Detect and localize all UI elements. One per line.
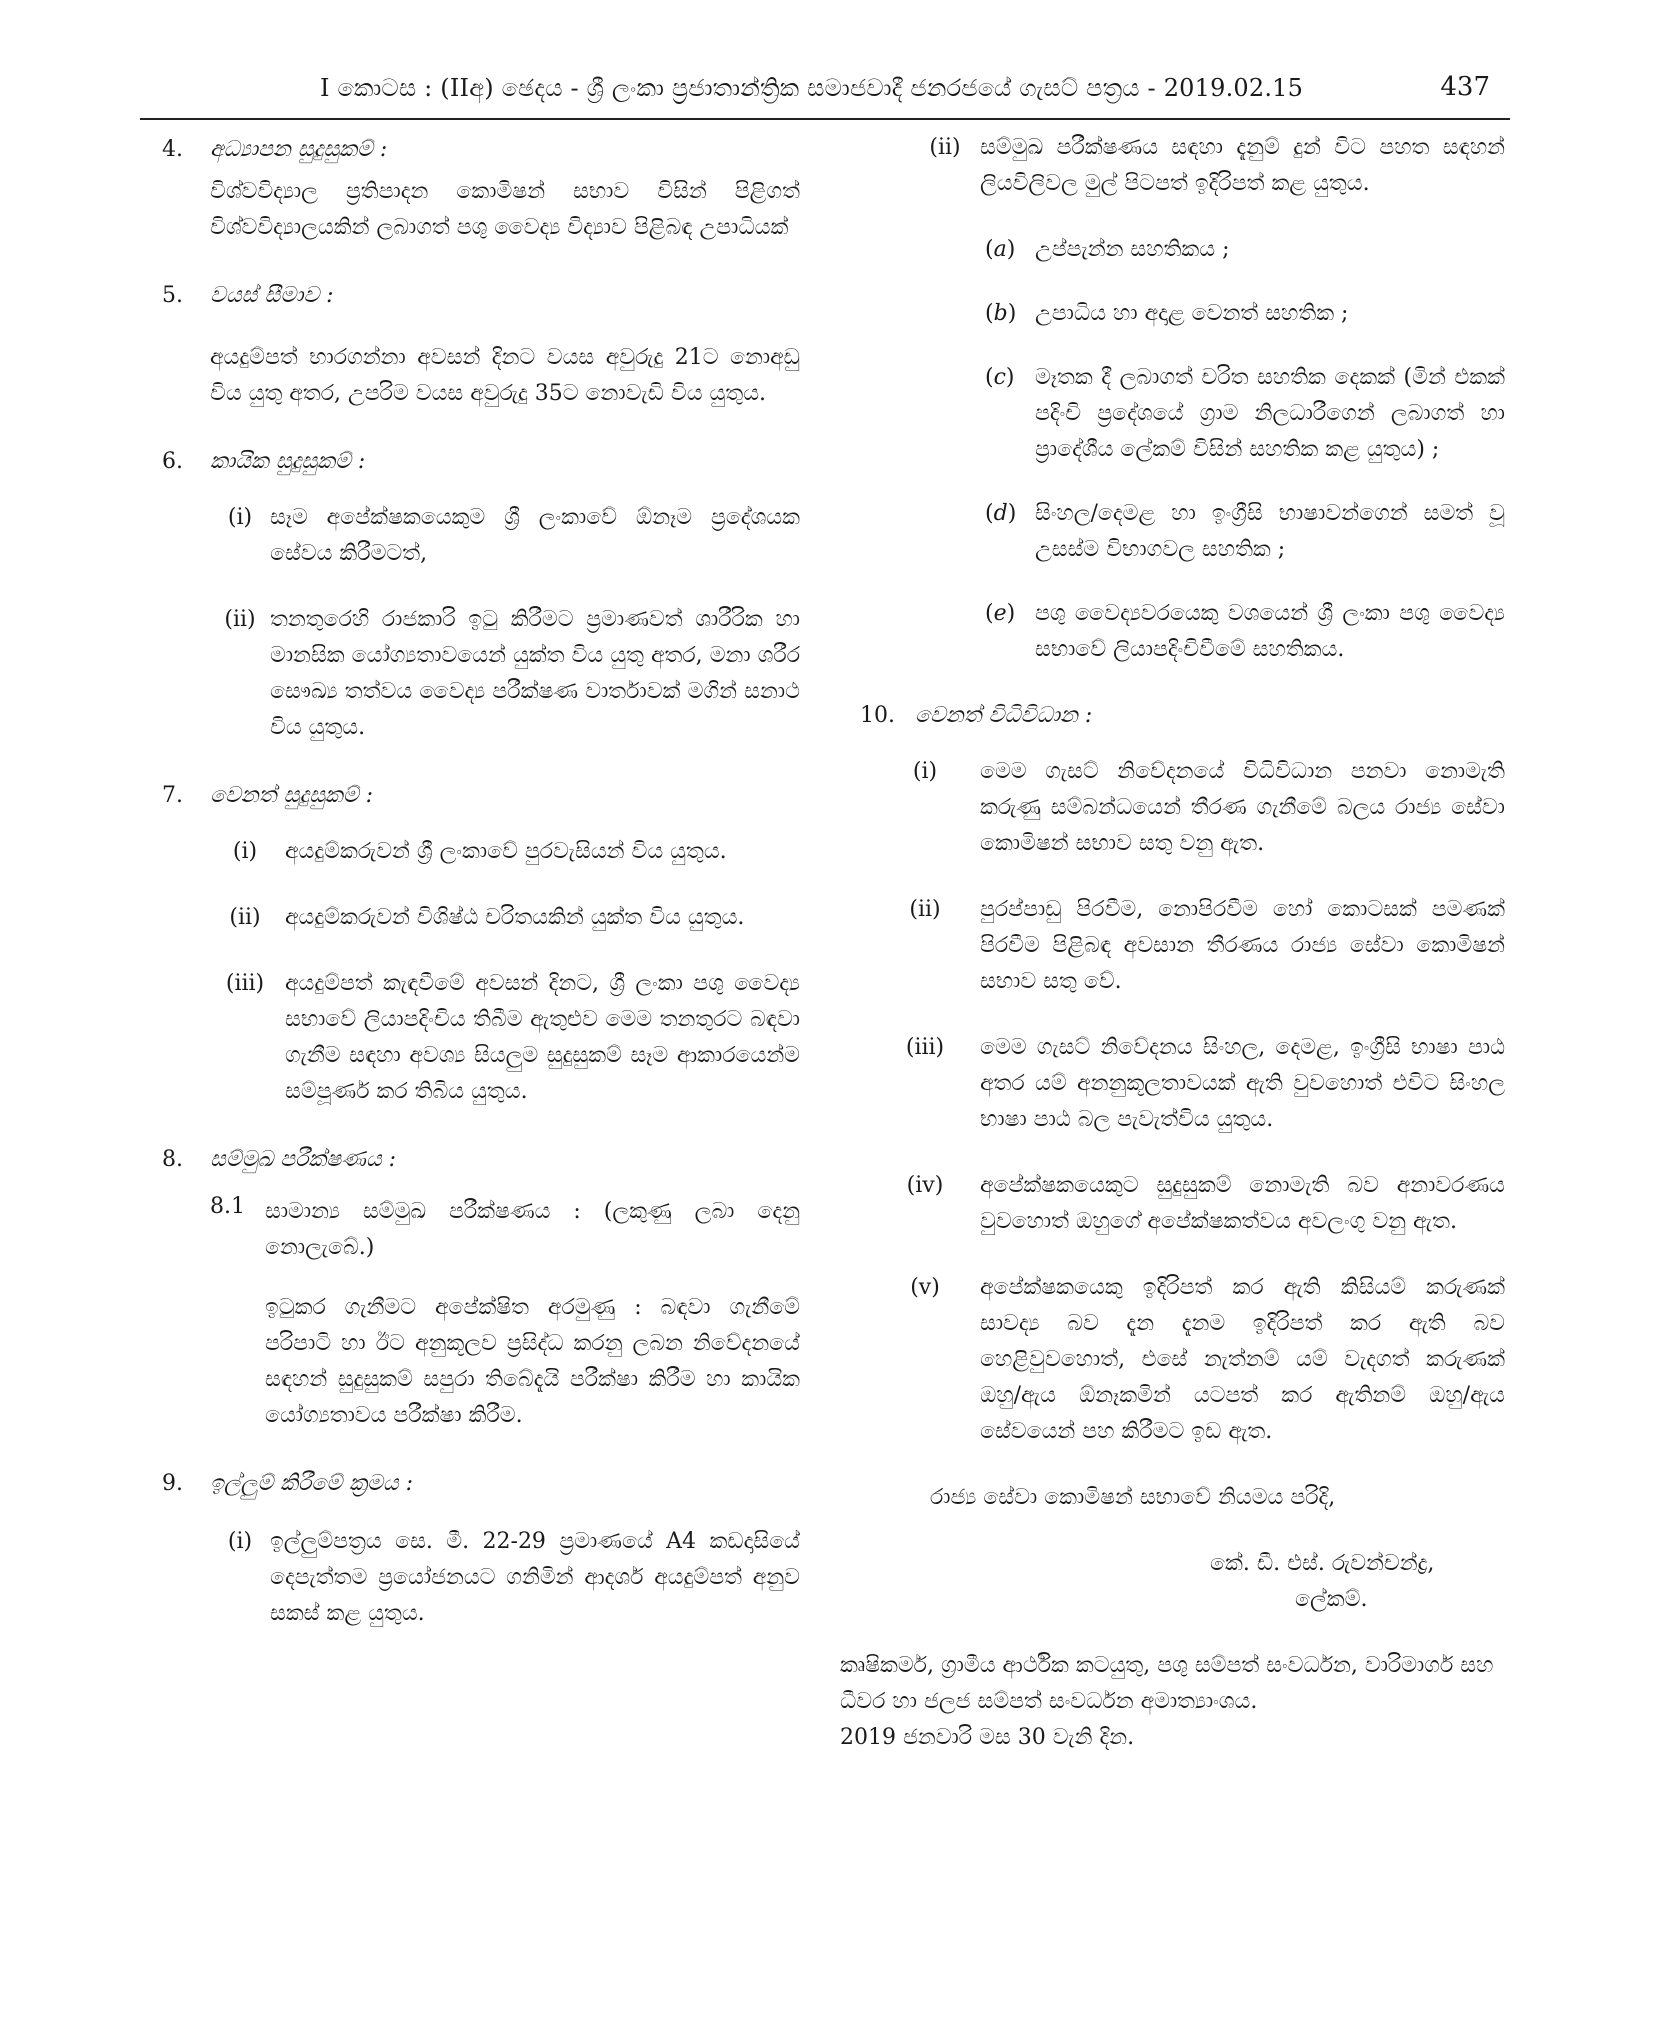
section-number: 5. [162, 283, 183, 308]
section-title: වෙනත් සුදුසුකම් : [210, 783, 374, 808]
section-8 [150, 1140, 800, 1434]
item-number: (iii) [225, 971, 265, 996]
section-number: 9. [162, 1471, 183, 1496]
document-item-a: (a) උප්පැන්න සහතිකය ; [985, 237, 1230, 262]
item-number: (iv) [906, 1173, 944, 1198]
signatory-designation: ලේකම්. [1295, 1587, 1368, 1612]
item-number: (i) [232, 839, 258, 864]
subsection-8-1 [210, 1194, 800, 1434]
item-number: (ii) [929, 135, 961, 160]
closing-line: රාජ්‍ය සේවා කොමිෂන් සභාවේ නියමය පරිදි, [930, 1485, 1336, 1510]
item-number: (ii) [909, 897, 941, 922]
list-item [840, 1168, 1505, 1240]
section-5 [150, 276, 800, 412]
item-text: සිංහල/දෙමළ හා ඉංග්‍රීසි භාෂාවන්ගෙන් සමත් වූ උසස්ම විභාගවල සහතික ; [1035, 501, 1505, 562]
item-text: අයදුම්පත් කැඳවීමේ අවසන් දිනට, ශ්‍රී ලංකා පශු වෛද්‍ය සභාවේ ලියාපදිංචිය තිබීම ඇතුළුව මෙම තනතුරට බඳවා ගැනීම සඳහා අවශ්‍ය සියලුම සුදුසුකම් සෑම ආකාරයෙන්ම සම්පූර්ණ කර තිබිය යුතුය. [285, 971, 800, 1104]
item-number: (ii) [224, 607, 256, 632]
item-text: මෙම ගැසට් නිවේදනයේ විධිවිධාන පනවා නොමැති කරුණු සම්බන්ධයෙන් තීරණ ගැනීමේ බලය රාජ්‍ය සේවා කොමිෂන් සභාව සතු වනු ඇත. [980, 759, 1505, 856]
item-letter: a [993, 237, 1007, 262]
section-title: ඉල්ලුම් කිරීමේ ක්‍රමය : [210, 1471, 414, 1496]
item-text: මෙම ගැසට් නිවේදනය සිංහල, දෙමළ, ඉංග්‍රීසි භාෂා පාඨ අතර යම් අනනුකූලතාවයක් ඇති වුවහොත් එවිට සිංහල භාෂා පාඨ බල පැවැත්විය යුතුය. [980, 1035, 1505, 1132]
right-column [840, 130, 1505, 1756]
subsection-text-2: ඉටුකර ගැනීමට අපේක්ෂිත අරමුණු : බඳවා ගැනීමේ පරිපාටි හා ඊට අනුකූලව ප්‍රසිද්ධ කරනු ලබන නිවේදනයේ සඳහන් සුදුසුකම් සපුරා තිබේදැයි පරීක්ෂා කිරීම හා කායික යෝග්‍යතාවය පරීක්ෂා කිරීම. [265, 1295, 800, 1428]
section-6 [150, 442, 800, 746]
item-number: (i) [227, 1529, 253, 1554]
ministry-name: කෘෂිකර්ම, ග්‍රාමීය ආර්ථික කටයුතු, පශු සම්පත් සංවර්ධන, වාරිමාර්ග සහ ධීවර හා ජලජ සම්පත් සංවර්ධන අමාත්‍යාංශය. [840, 1653, 1494, 1714]
page-header [140, 60, 1510, 120]
list-item [150, 966, 800, 1110]
list-item [840, 1270, 1505, 1450]
section-10 [840, 696, 1505, 1450]
item-text: සම්මුඛ පරීක්ෂණය සඳහා දැනුම් දුන් විට පහත සඳහන් ලියවිලිවල මුල් පිටපත් ඉදිරිපත් කළ යුතුය. [980, 135, 1505, 196]
left-column [150, 130, 800, 1662]
section-7 [150, 776, 800, 1110]
item-number: (i) [912, 759, 938, 784]
section-number: 10. [860, 703, 895, 728]
item-number: (iii) [905, 1035, 945, 1060]
section-4 [150, 130, 800, 246]
section-9 [150, 1464, 800, 1632]
list-item [150, 500, 800, 572]
section-title: අධ්‍යාපන සුදුසුකම් : [210, 137, 388, 162]
list-item [840, 754, 1505, 862]
document-item-c: (c) මෑතක දී ලබාගත් චරිත සහතික දෙකක් (මින් එකක් පදිංචි ප්‍රදේශයේ ග්‍රාම නිලධාරීගෙන් ලබාගත් හා ප්‍රාදේශීය ලේකම් විසින් සහතික කළ යුතුය) ; [985, 365, 1505, 462]
item-text: සෑම අපේක්ෂකයෙකුම ශ්‍රී ලංකාවේ ඕනෑම ප්‍රදේශයක සේවය කිරීමටත්, [270, 505, 800, 566]
item-text: පශු වෛද්‍යවරයෙකු වශයෙන් ශ්‍රී ලංකා පශු වෛද්‍ය සභාවේ ලියාපදිංචිවීමේ සහතිකය. [1035, 601, 1505, 662]
item-letter: b [993, 301, 1008, 326]
section-text: අයදුම්පත් භාරගන්නා අවසන් දිනට වයස අවුරුදු 21ට නොඅඩු විය යුතු අතර, උපරිම වයස අවුරුදු 35ට නොවැඩි විය යුතුය. [210, 345, 800, 406]
section-title: සම්මුඛ පරීක්ෂණය : [210, 1147, 397, 1172]
item-text: තනතුරෙහි රාජකාරි ඉටු කිරීමට ප්‍රමාණවත් ශාරීරික හා මානසික යෝග්‍යතාවයෙන් යුක්ත විය යුතු අතර, මනා ශරීර සෞඛ්‍ය තත්වය වෛද්‍ය පරීක්ෂණ වාර්තාවක් මගින් සනාථ විය යුතුය. [270, 607, 800, 740]
item-letter: e [993, 601, 1007, 626]
document-item-b: (b) උපාධිය හා අදාළ වෙනත් සහතික ; [985, 301, 1349, 326]
item-text: පුරප්පාඩු පිරවීම, නොපිරවීම හෝ කොටසක් පමණක් පිරවීම පිළිබඳ අවසාන තීරණය රාජ්‍ය සේවා කොමිෂන් සභාව සතු වේ. [980, 897, 1505, 994]
list-item [840, 1030, 1505, 1138]
section-number: 4. [162, 137, 183, 162]
item-text: ඉල්ලුම්පත්‍රය සෙ. මී. 22-29 ප්‍රමාණයේ A4 කඩදාසියේ දෙපැත්තම ප්‍රයෝජනයට ගනිමින් ආදර්ශ අයදුම්පත් අනුව සකස් කළ යුතුය. [270, 1529, 800, 1626]
item-letter: c [993, 365, 1006, 390]
subsection-number: 8.1 [210, 1194, 245, 1219]
list-item [150, 900, 800, 936]
list-item [150, 834, 800, 870]
item-letter: d [993, 501, 1008, 526]
item-text: අපේක්ෂකයෙකු ඉදිරිපත් කර ඇති කිසියම් කරුණක් සාවද්‍ය බව දැන දැනම ඉදිරිපත් කර ඇති බව හෙළිවුවහොත්, එසේ නැත්නම් යම් වැදගත් කරුණක් ඔහු/ඇය ඕනෑකමින් යටපත් කර ඇතිනම් ඔහු/ඇය සේවයෙන් පහ කිරීමට ඉඩ ඇත. [980, 1275, 1505, 1444]
list-item [150, 1524, 800, 1632]
section-text: විශ්වවිද්‍යාල ප්‍රතිපාදන කොමිෂන් සභාව විසින් පිළිගත් විශ්වවිද්‍යාලයකින් ලබාගත් පශු වෛද්‍ය විද්‍යාව පිළිබඳ උපාධියක් [210, 179, 800, 240]
subsection-text: සාමාන්‍ය සම්මුඛ පරීක්ෂණය : (ලකුණු ලබා දෙනු නොලැබේ.) [265, 1199, 800, 1260]
section-title: කායික සුදුසුකම් : [210, 449, 366, 474]
item-text: අපේක්ෂකයෙකුට සුදුසුකම් නොමැති බව අනාවරණය වුවහොත් ඔහුගේ අපේක්ෂකත්වය අවලංගු වනු ඇත. [980, 1173, 1505, 1234]
page-number: 437 [1440, 72, 1490, 102]
item-text: උප්පැන්න සහතිකය ; [1035, 237, 1230, 262]
section-number: 7. [162, 783, 183, 808]
list-item [840, 892, 1505, 1000]
document-item-e: (e) පශු වෛද්‍යවරයෙකු වශයෙන් ශ්‍රී ලංකා පශු වෛද්‍ය සභාවේ ලියාපදිංචිවීමේ සහතිකය. [985, 601, 1505, 662]
item-number: (i) [227, 505, 253, 530]
item-number: (ii) [229, 905, 261, 930]
document-item-d: (d) සිංහල/දෙමළ හා ඉංග්‍රීසි භාෂාවන්ගෙන් සමත් වූ උසස්ම විභාගවල සහතික ; [985, 501, 1505, 562]
list-item [150, 602, 800, 746]
item-text: උපාධිය හා අදාළ වෙනත් සහතික ; [1035, 301, 1349, 326]
document-date: 2019 ජනවාරි මස 30 වැනි දින. [840, 1725, 1135, 1750]
item-text: අයදුම්කරුවන් ශ්‍රී ලංකාවේ පුරවැසියන් විය යුතුය. [285, 839, 727, 864]
list-item [840, 130, 1505, 202]
item-text: මෑතක දී ලබාගත් චරිත සහතික දෙකක් (මින් එකක් පදිංචි ප්‍රදේශයේ ග්‍රාම නිලධාරීගෙන් ලබාගත් හා ප්‍රාදේශීය ලේකම් විසින් සහතික කළ යුතුය) ; [1035, 365, 1505, 462]
signatory-name: කේ. ඩී. එස්. රුවන්චන්ද්‍ර, [1210, 1551, 1435, 1576]
section-number: 8. [162, 1147, 183, 1172]
section-number: 6. [162, 449, 183, 474]
header-title: I කොටස : (IIඅ) ඡෙදය - ශ්‍රී ලංකා ප්‍රජාතාන්ත්‍රික සමාජවාදී ජනරජයේ ගැසට් පත්‍රය - 2019.02.15 [320, 74, 1304, 102]
section-title: වෙනත් විධිවිධාන : [915, 703, 1093, 728]
item-number: (v) [910, 1275, 940, 1300]
item-text: අයදුම්කරුවන් විශිෂ්ඨ චරිතයකින් යුක්ත විය යුතුය. [285, 905, 745, 930]
section-title: වයස් සීමාව : [210, 283, 334, 308]
